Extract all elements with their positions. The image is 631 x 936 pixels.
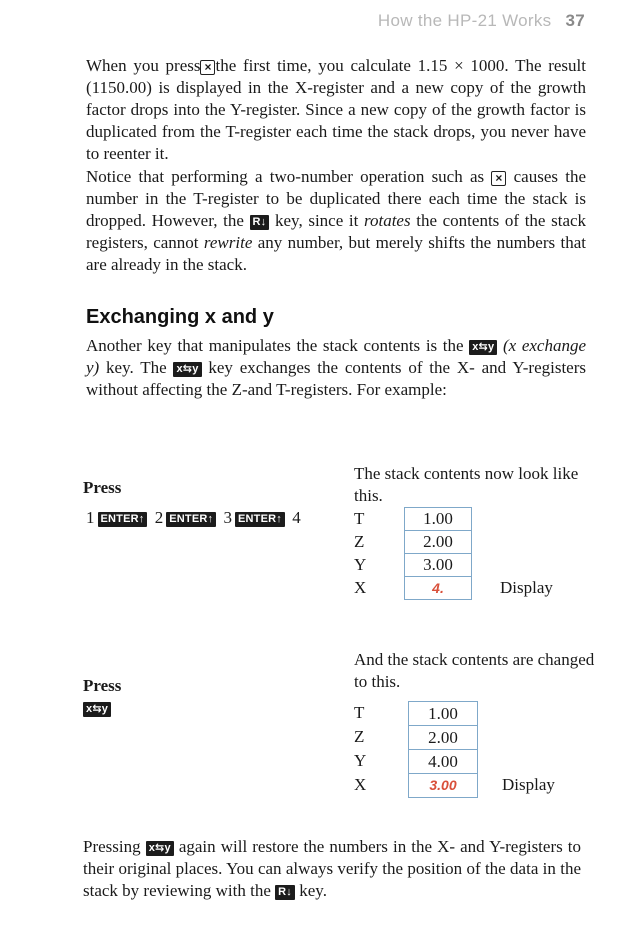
register-value: 3.00 [404, 553, 472, 576]
enter-key: ENTER↑ [166, 512, 216, 527]
digit: 2 [154, 508, 164, 527]
para3-text-2: key. The [106, 358, 167, 377]
page-number: 37 [565, 11, 585, 30]
stack-caption: The stack contents now look like this. [354, 464, 579, 505]
times-key: × [491, 171, 506, 186]
enter-key: ENTER↑ [98, 512, 148, 527]
x-exchange-y-key: x⇆y [173, 362, 201, 377]
section-heading: Exchanging x and y [86, 306, 274, 328]
paragraph-restore [83, 836, 581, 902]
press-label: Press [83, 478, 122, 497]
keystroke-sequence [83, 508, 304, 528]
register-value: 1.00 [408, 701, 478, 725]
x-exchange-y-key: x⇆y [469, 340, 497, 355]
para3-emphasis: (x exchange y) [86, 336, 586, 377]
roll-down-key: R↓ [250, 215, 270, 230]
para4-text-3: key. [299, 881, 327, 900]
running-header [378, 11, 585, 31]
paragraph-growth-factor [86, 55, 586, 165]
para1-text-2: the first time, you calculate 1.15 × 1000. The result (1150.00) is displayed in the X-register and a new copy of the growth factor drops into the Y-register. Since a new copy of the growth factor is duplicated from the T-register each time the stack drops, you never have to reenter it. [86, 56, 586, 163]
para2-text-4: the contents of the stack registers, cannot [86, 211, 587, 252]
register-value: 1.00 [404, 507, 472, 530]
display-value: 3.00 [408, 773, 478, 798]
register-value: 4.00 [408, 749, 478, 773]
register-label: Y [354, 751, 367, 770]
paragraph-exchange-key [86, 335, 586, 401]
x-exchange-y-key: x⇆y [83, 702, 111, 717]
register-label: T [354, 703, 365, 722]
register-label: T [354, 509, 365, 528]
paragraph-two-number-operation [86, 166, 586, 276]
register-value: 2.00 [404, 530, 472, 553]
header-title: How the HP-21 Works [377, 11, 552, 30]
digit: 1 [86, 508, 95, 527]
press-label: Press [83, 676, 122, 695]
para2-emphasis-rotates: rotates [364, 211, 411, 230]
x-exchange-y-key: x⇆y [146, 841, 174, 856]
para2-text-2: causes the number in the T-register to be duplicated there each time the stack is dropped. However, the [86, 167, 587, 230]
register-label: X [354, 578, 367, 597]
para2-text-1: Notice that performing a two-number operation such as [86, 167, 485, 186]
register-value: 2.00 [408, 725, 478, 749]
para4-text-1: Pressing [83, 837, 141, 856]
display-value: 4. [404, 576, 472, 600]
stack-caption: And the stack contents are changed to this. [354, 650, 595, 691]
register-label: Z [354, 727, 365, 746]
roll-down-key: R↓ [275, 885, 295, 900]
digit: 3 [223, 508, 232, 527]
para2-emphasis-rewrite: rewrite [203, 233, 253, 252]
para3-text-3: key exchanges the contents of the X- and Y-registers without affecting the Z-and T-registers. For example: [86, 358, 586, 399]
register-label: Y [354, 555, 367, 574]
digit: 4 [292, 508, 301, 527]
keystroke-sequence [83, 700, 111, 718]
para3-text-1: Another key that manipulates the stack contents is the [86, 336, 464, 355]
times-key: × [200, 60, 215, 75]
register-label: X [354, 775, 367, 794]
display-label: Display [500, 578, 553, 597]
para4-text-2: again will restore the numbers in the X- and Y-registers to their original places. You can always verify the position of the data in the stack by reviewing with the [83, 837, 582, 900]
enter-key: ENTER↑ [235, 512, 285, 527]
display-label: Display [502, 775, 555, 794]
para2-text-3: key, since it [275, 211, 359, 230]
para1-text-1: When you press [86, 56, 201, 75]
para2-text-5: any number, but merely shifts the numbers that are already in the stack. [86, 233, 586, 274]
register-label: Z [354, 532, 365, 551]
